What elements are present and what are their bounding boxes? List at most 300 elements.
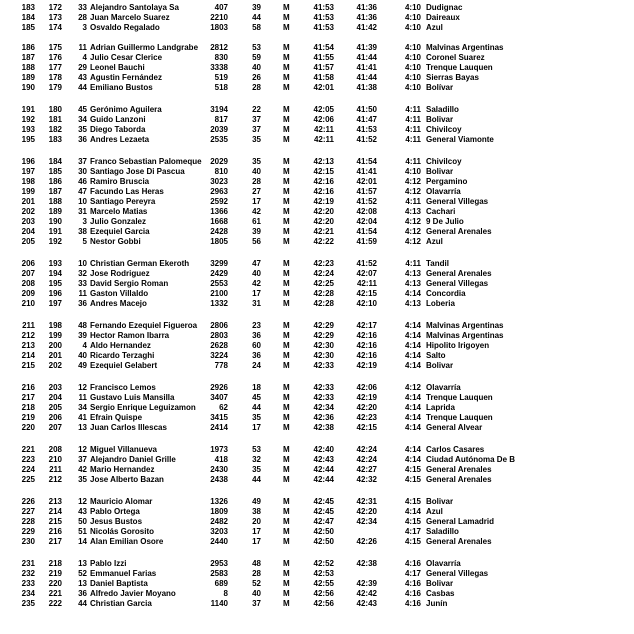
gun-time-cell: 42:30: [313, 341, 334, 350]
category-position-cell: 200: [48, 341, 62, 350]
bib-number-cell: 2926: [210, 383, 228, 392]
age-cell: 42: [252, 279, 261, 288]
net-time-cell: 42:08: [356, 207, 377, 216]
city-cell: Hipolito Irigoyen: [426, 341, 490, 350]
city-cell: Ciudad Autónoma De B: [426, 455, 516, 464]
runner-name-cell: Emiliano Bustos: [90, 83, 153, 92]
age-cell: 49: [252, 497, 261, 506]
bib-number-cell: 1809: [210, 507, 228, 516]
age-cell: 48: [252, 559, 261, 568]
gun-time-cell: 42:33: [313, 383, 334, 392]
bib-number-cell: 2100: [210, 289, 228, 298]
pace-cell: 4:13: [404, 207, 421, 216]
category-place-cell: 33: [78, 279, 87, 288]
position-cell: 213: [21, 341, 35, 350]
table-row: [0, 134, 634, 145]
position-cell: 184: [21, 13, 35, 22]
city-cell: Concordia: [426, 289, 466, 298]
sex-cell: M: [283, 13, 290, 22]
position-cell: 226: [21, 497, 35, 506]
net-time-cell: 41:50: [356, 105, 377, 114]
net-time-cell: 42:20: [356, 507, 377, 516]
city-cell: Trenque Lauquen: [426, 63, 493, 72]
net-time-cell: 41:36: [356, 13, 377, 22]
net-time-cell: 42:11: [356, 279, 377, 288]
bib-number-cell: 2953: [210, 559, 228, 568]
category-position-cell: 195: [48, 279, 62, 288]
net-time-cell: 42:24: [356, 455, 377, 464]
gun-time-cell: 42:24: [313, 269, 334, 278]
net-time-cell: 41:38: [356, 83, 377, 92]
age-cell: 23: [252, 321, 261, 330]
runner-name-cell: Jesus Bustos: [90, 517, 143, 526]
position-cell: 231: [21, 559, 35, 568]
bib-number-cell: 1366: [210, 207, 228, 216]
category-place-cell: 34: [78, 403, 87, 412]
runner-name-cell: Ricardo Terzaghi: [90, 351, 155, 360]
position-cell: 190: [21, 83, 35, 92]
runner-name-cell: Christian German Ekeroth: [90, 259, 190, 268]
category-position-cell: 178: [48, 73, 62, 82]
age-cell: 28: [252, 177, 261, 186]
pace-cell: 4:13: [404, 299, 421, 308]
category-position-cell: 221: [48, 589, 62, 598]
bib-number-cell: 1973: [210, 445, 228, 454]
city-cell: Bolivar: [426, 361, 454, 370]
city-cell: Bolivar: [426, 115, 454, 124]
gun-time-cell: 41:53: [313, 13, 334, 22]
runner-name-cell: Gerónimo Aguilera: [90, 105, 162, 114]
category-place-cell: 34: [78, 115, 87, 124]
category-place-cell: 35: [78, 475, 87, 484]
category-position-cell: 205: [48, 403, 62, 412]
runner-name-cell: Andres Macejo: [90, 299, 147, 308]
sex-cell: M: [283, 299, 290, 308]
sex-cell: M: [283, 63, 290, 72]
gun-time-cell: 42:30: [313, 351, 334, 360]
age-cell: 39: [252, 3, 261, 12]
age-cell: 47: [252, 259, 261, 268]
category-position-cell: 180: [48, 105, 62, 114]
category-place-cell: 11: [78, 43, 87, 52]
net-time-cell: 42:39: [356, 579, 377, 588]
pace-cell: 4:15: [404, 475, 421, 484]
runner-name-cell: David Sergio Roman: [90, 279, 169, 288]
category-position-cell: 199: [48, 331, 62, 340]
city-cell: Bolivar: [426, 579, 454, 588]
pace-cell: 4:10: [404, 53, 421, 62]
runner-name-cell: Osvaldo Regalado: [90, 23, 160, 32]
runner-name-cell: Jose Rodriguez: [90, 269, 150, 278]
category-position-cell: 176: [48, 53, 62, 62]
sex-cell: M: [283, 589, 290, 598]
city-cell: Loberia: [426, 299, 455, 308]
age-cell: 20: [252, 517, 261, 526]
runner-name-cell: Sergio Enrique Leguizamon: [90, 403, 196, 412]
runner-name-cell: Julio Cesar Clerice: [90, 53, 163, 62]
bib-number-cell: 3224: [210, 351, 228, 360]
gun-time-cell: 41:53: [313, 3, 334, 12]
sex-cell: M: [283, 289, 290, 298]
gun-time-cell: 42:01: [313, 83, 334, 92]
city-cell: General Arenales: [426, 475, 492, 484]
bib-number-cell: 2438: [210, 475, 228, 484]
age-cell: 32: [252, 455, 261, 464]
category-place-cell: 3: [82, 23, 87, 32]
runner-name-cell: Christian Garcia: [90, 599, 152, 608]
age-cell: 28: [252, 569, 261, 578]
net-time-cell: 42:16: [356, 351, 377, 360]
pace-cell: 4:15: [404, 537, 421, 546]
runner-name-cell: Juan Carlos Illescas: [90, 423, 167, 432]
pace-cell: 4:11: [405, 115, 421, 124]
gun-time-cell: 42:16: [313, 177, 334, 186]
category-position-cell: 184: [48, 157, 62, 166]
gun-time-cell: 42:55: [313, 579, 334, 588]
city-cell: Trenque Lauquen: [426, 393, 493, 402]
sex-cell: M: [283, 517, 290, 526]
category-position-cell: 212: [48, 475, 62, 484]
category-position-cell: 208: [48, 445, 62, 454]
net-time-cell: 42:24: [356, 445, 377, 454]
net-time-cell: 41:44: [356, 53, 377, 62]
category-place-cell: 45: [78, 105, 87, 114]
gun-time-cell: 42:45: [313, 507, 334, 516]
category-place-cell: 37: [78, 157, 87, 166]
net-time-cell: 41:44: [356, 73, 377, 82]
bib-number-cell: 2628: [210, 341, 228, 350]
city-cell: Trenque Lauquen: [426, 413, 493, 422]
category-place-cell: 13: [78, 559, 87, 568]
category-position-cell: 191: [48, 227, 62, 236]
runner-name-cell: Daniel Baptista: [90, 579, 148, 588]
city-cell: Casbas: [426, 589, 455, 598]
sex-cell: M: [283, 321, 290, 330]
pace-cell: 4:14: [404, 413, 421, 422]
category-place-cell: 40: [78, 351, 87, 360]
category-place-cell: 10: [78, 259, 87, 268]
runner-name-cell: Nicolás Gorosito: [90, 527, 155, 536]
city-cell: Olavarría: [426, 559, 461, 568]
city-cell: Azul: [426, 237, 443, 246]
pace-cell: 4:10: [404, 167, 421, 176]
sex-cell: M: [283, 177, 290, 186]
pace-cell: 4:17: [404, 569, 421, 578]
age-cell: 58: [252, 23, 261, 32]
pace-cell: 4:14: [404, 393, 421, 402]
category-place-cell: 44: [78, 599, 87, 608]
pace-cell: 4:14: [404, 403, 421, 412]
category-place-cell: 38: [78, 227, 87, 236]
net-time-cell: 41:36: [356, 3, 377, 12]
position-cell: 205: [21, 237, 35, 246]
category-position-cell: 213: [48, 497, 62, 506]
bib-number-cell: 1668: [210, 217, 228, 226]
bib-number-cell: 817: [214, 115, 228, 124]
sex-cell: M: [283, 269, 290, 278]
age-cell: 39: [252, 227, 261, 236]
pace-cell: 4:12: [404, 177, 421, 186]
category-place-cell: 36: [78, 589, 87, 598]
bib-number-cell: 2029: [210, 157, 228, 166]
runner-name-cell: Pablo Ortega: [90, 507, 140, 516]
net-time-cell: 42:26: [356, 537, 377, 546]
city-cell: Laprida: [426, 403, 455, 412]
sex-cell: M: [283, 23, 290, 32]
category-place-cell: 28: [78, 13, 87, 22]
sex-cell: M: [283, 507, 290, 516]
gun-time-cell: 42:11: [313, 135, 334, 144]
sex-cell: M: [283, 3, 290, 12]
category-place-cell: 12: [78, 383, 87, 392]
category-position-cell: 220: [48, 579, 62, 588]
gun-time-cell: 42:20: [313, 207, 334, 216]
pace-cell: 4:10: [404, 43, 421, 52]
gun-time-cell: 42:45: [313, 497, 334, 506]
sex-cell: M: [283, 383, 290, 392]
position-cell: 187: [21, 53, 35, 62]
city-cell: Malvinas Argentinas: [426, 331, 504, 340]
pace-cell: 4:10: [404, 23, 421, 32]
age-cell: 60: [252, 341, 261, 350]
city-cell: Chivilcoy: [426, 157, 462, 166]
city-cell: Bolivar: [426, 497, 454, 506]
table-row: [0, 236, 634, 247]
category-place-cell: 4: [82, 53, 87, 62]
sex-cell: M: [283, 537, 290, 546]
category-position-cell: 218: [48, 559, 62, 568]
bib-number-cell: 1805: [210, 237, 228, 246]
category-place-cell: 12: [78, 497, 87, 506]
bib-number-cell: 2414: [210, 423, 228, 432]
age-cell: 28: [252, 83, 261, 92]
sex-cell: M: [283, 341, 290, 350]
runner-name-cell: Mauricio Alomar: [90, 497, 153, 506]
gun-time-cell: 42:29: [313, 331, 334, 340]
net-time-cell: 41:41: [356, 63, 377, 72]
category-position-cell: 172: [48, 3, 62, 12]
category-place-cell: 12: [78, 445, 87, 454]
category-place-cell: 29: [78, 63, 87, 72]
bib-number-cell: 418: [214, 455, 228, 464]
runner-name-cell: Diego Taborda: [90, 125, 146, 134]
sex-cell: M: [283, 475, 290, 484]
bib-number-cell: 1326: [210, 497, 228, 506]
table-row: [0, 536, 634, 547]
pace-cell: 4:10: [404, 63, 421, 72]
sex-cell: M: [283, 157, 290, 166]
category-position-cell: 188: [48, 197, 62, 206]
age-cell: 44: [252, 475, 261, 484]
city-cell: Junín: [426, 599, 448, 608]
net-time-cell: 41:41: [356, 167, 377, 176]
net-time-cell: 42:43: [356, 599, 377, 608]
gun-time-cell: 42:06: [313, 115, 334, 124]
sex-cell: M: [283, 217, 290, 226]
runner-name-cell: Santiago Pereyra: [90, 197, 156, 206]
runner-name-cell: Andres Lezaeta: [90, 135, 150, 144]
category-place-cell: 32: [78, 269, 87, 278]
sex-cell: M: [283, 497, 290, 506]
runner-name-cell: Fernando Ezequiel Figueroa: [90, 321, 198, 330]
gun-time-cell: 42:47: [313, 517, 334, 526]
sex-cell: M: [283, 361, 290, 370]
sex-cell: M: [283, 73, 290, 82]
age-cell: 40: [252, 63, 261, 72]
pace-cell: 4:15: [404, 465, 421, 474]
net-time-cell: 41:39: [356, 43, 377, 52]
category-position-cell: 217: [48, 537, 62, 546]
category-place-cell: 50: [78, 517, 87, 526]
position-cell: 221: [21, 445, 35, 454]
bib-number-cell: 2583: [210, 569, 228, 578]
gun-time-cell: 41:58: [313, 73, 334, 82]
bib-number-cell: 1332: [210, 299, 228, 308]
sex-cell: M: [283, 331, 290, 340]
age-cell: 35: [252, 413, 261, 422]
city-cell: Olavarría: [426, 383, 461, 392]
position-cell: 228: [21, 517, 35, 526]
runner-name-cell: Santiago Jose Di Pascua: [90, 167, 185, 176]
bib-number-cell: 2430: [210, 465, 228, 474]
category-position-cell: 202: [48, 361, 62, 370]
sex-cell: M: [283, 279, 290, 288]
pace-cell: 4:12: [404, 227, 421, 236]
bib-number-cell: 2482: [210, 517, 228, 526]
net-time-cell: 42:06: [356, 383, 377, 392]
runner-name-cell: Franco Sebastian Palomeque: [90, 157, 202, 166]
city-cell: Azul: [426, 507, 443, 516]
age-cell: 52: [252, 579, 261, 588]
position-cell: 206: [21, 259, 35, 268]
net-time-cell: 41:53: [356, 125, 377, 134]
category-place-cell: 46: [78, 177, 87, 186]
sex-cell: M: [283, 259, 290, 268]
gun-time-cell: 42:13: [313, 157, 334, 166]
net-time-cell: 42:16: [356, 341, 377, 350]
position-cell: 186: [21, 43, 35, 52]
pace-cell: 4:12: [404, 187, 421, 196]
age-cell: 35: [252, 157, 261, 166]
position-cell: 223: [21, 455, 35, 464]
runner-name-cell: Facundo Las Heras: [90, 187, 164, 196]
sex-cell: M: [283, 599, 290, 608]
category-place-cell: 43: [78, 507, 87, 516]
pace-cell: 4:16: [404, 599, 421, 608]
position-cell: 214: [21, 351, 35, 360]
city-cell: Azul: [426, 23, 443, 32]
runner-name-cell: Agustin Fernández: [90, 73, 163, 82]
sex-cell: M: [283, 125, 290, 134]
table-row: [0, 474, 634, 485]
category-position-cell: 219: [48, 569, 62, 578]
bib-number-cell: 2535: [210, 135, 228, 144]
city-cell: General Arenales: [426, 465, 492, 474]
category-position-cell: 192: [48, 237, 62, 246]
bib-number-cell: 2803: [210, 331, 228, 340]
pace-cell: 4:11: [405, 105, 421, 114]
gun-time-cell: 42:19: [313, 197, 334, 206]
pace-cell: 4:10: [404, 83, 421, 92]
city-cell: Daireaux: [426, 13, 460, 22]
position-cell: 215: [21, 361, 35, 370]
runner-name-cell: Francisco Lemos: [90, 383, 156, 392]
age-cell: 38: [252, 507, 261, 516]
table-row: [0, 22, 634, 33]
bib-number-cell: 2440: [210, 537, 228, 546]
age-cell: 40: [252, 589, 261, 598]
category-position-cell: 203: [48, 383, 62, 392]
category-position-cell: 173: [48, 13, 62, 22]
gun-time-cell: 42:44: [313, 475, 334, 484]
net-time-cell: 42:04: [356, 217, 377, 226]
runner-name-cell: Julio Gonzalez: [90, 217, 147, 226]
runner-name-cell: Efrain Quispe: [90, 413, 143, 422]
category-position-cell: 177: [48, 63, 62, 72]
bib-number-cell: 2039: [210, 125, 228, 134]
city-cell: Chivilcoy: [426, 125, 462, 134]
city-cell: General Alvear: [426, 423, 483, 432]
gun-time-cell: 42:44: [313, 465, 334, 474]
gun-time-cell: 42:23: [313, 259, 334, 268]
net-time-cell: 42:23: [356, 413, 377, 422]
city-cell: Dudignac: [426, 3, 463, 12]
category-position-cell: 198: [48, 321, 62, 330]
category-place-cell: 10: [78, 197, 87, 206]
category-position-cell: 186: [48, 177, 62, 186]
position-cell: 201: [21, 197, 35, 206]
sex-cell: M: [283, 135, 290, 144]
position-cell: 217: [21, 393, 35, 402]
position-cell: 202: [21, 207, 35, 216]
age-cell: 17: [252, 537, 261, 546]
age-cell: 53: [252, 43, 261, 52]
category-place-cell: 39: [78, 331, 87, 340]
sex-cell: M: [283, 197, 290, 206]
bib-number-cell: 810: [214, 167, 228, 176]
bib-number-cell: 2428: [210, 227, 228, 236]
city-cell: Bolivar: [426, 167, 454, 176]
category-position-cell: 216: [48, 527, 62, 536]
pace-cell: 4:16: [404, 559, 421, 568]
category-position-cell: 201: [48, 351, 62, 360]
age-cell: 42: [252, 207, 261, 216]
age-cell: 35: [252, 465, 261, 474]
category-place-cell: 4: [82, 341, 87, 350]
position-cell: 189: [21, 73, 35, 82]
gun-time-cell: 42:33: [313, 361, 334, 370]
runner-name-cell: Alejandro Santolaya Sa: [90, 3, 179, 12]
category-place-cell: 49: [78, 361, 87, 370]
age-cell: 37: [252, 599, 261, 608]
gun-time-cell: 42:11: [313, 125, 334, 134]
category-position-cell: 190: [48, 217, 62, 226]
category-place-cell: 42: [78, 465, 87, 474]
position-cell: 192: [21, 115, 35, 124]
net-time-cell: 42:20: [356, 403, 377, 412]
city-cell: Malvinas Argentinas: [426, 43, 504, 52]
net-time-cell: 42:17: [356, 321, 377, 330]
city-cell: Malvinas Argentinas: [426, 321, 504, 330]
position-cell: 225: [21, 475, 35, 484]
net-time-cell: 41:54: [356, 227, 377, 236]
category-position-cell: 196: [48, 289, 62, 298]
city-cell: 9 De Julio: [426, 217, 464, 226]
pace-cell: 4:14: [404, 507, 421, 516]
position-cell: 183: [21, 3, 35, 12]
gun-time-cell: 42:21: [313, 227, 334, 236]
age-cell: 44: [252, 403, 261, 412]
